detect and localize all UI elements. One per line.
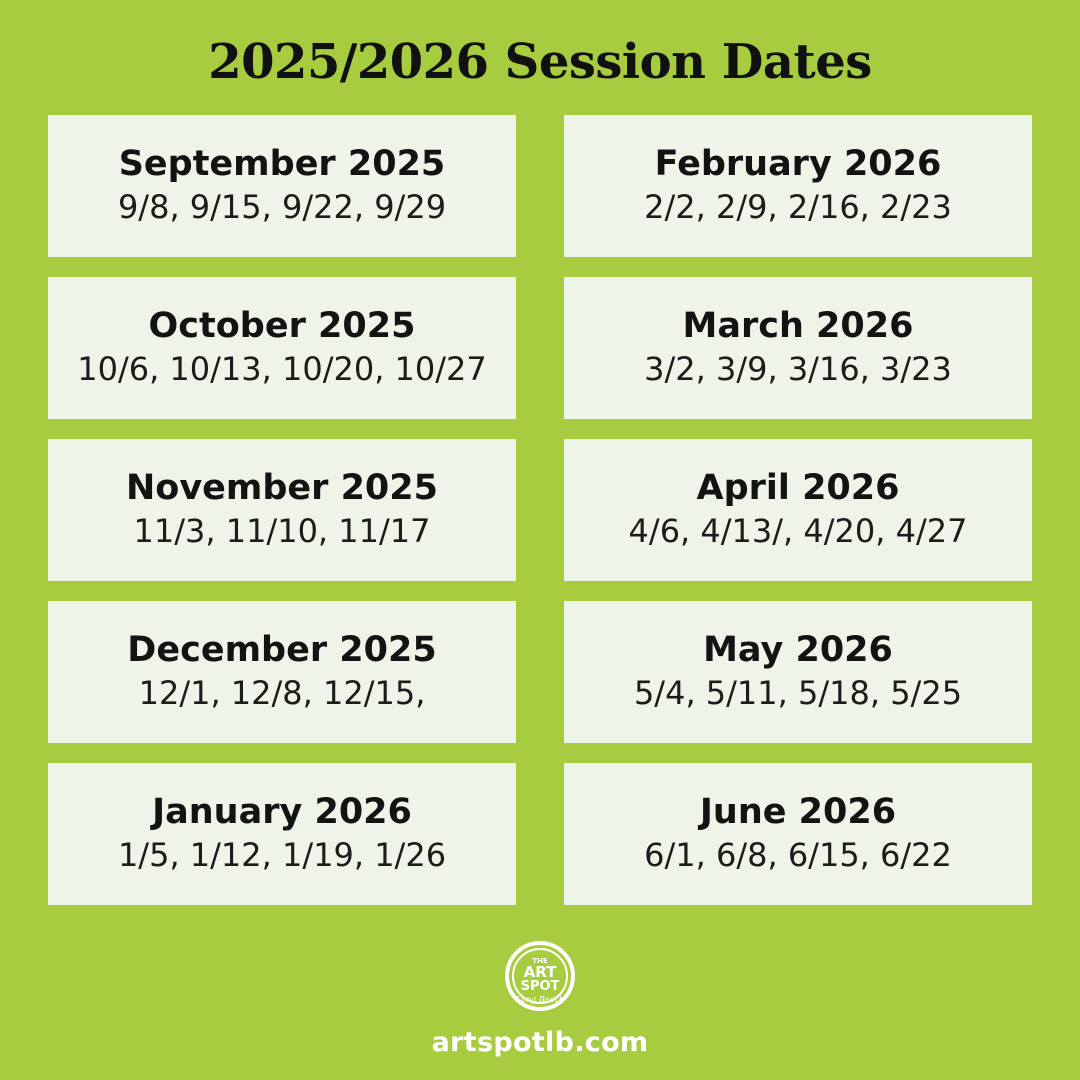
session-dates: 11/3, 11/10, 11/17: [133, 511, 431, 550]
session-card: [564, 439, 1032, 581]
session-card: [48, 277, 516, 419]
session-card: [48, 763, 516, 905]
svg-text:THE: THE: [532, 957, 548, 965]
session-month: October 2025: [148, 306, 416, 347]
session-dates: 1/5, 1/12, 1/19, 1/26: [117, 835, 447, 874]
session-dates: 5/4, 5/11, 5/18, 5/25: [633, 673, 963, 712]
website-label: artspotlb.com: [431, 1027, 649, 1058]
session-card: [564, 601, 1032, 743]
session-month: September 2025: [118, 144, 446, 185]
session-card: [48, 601, 516, 743]
session-dates: 12/1, 12/8, 12/15,: [138, 673, 426, 712]
session-month: December 2025: [127, 630, 437, 671]
session-month: January 2026: [152, 792, 412, 833]
session-grid: [48, 115, 1032, 905]
session-month: February 2026: [654, 144, 942, 185]
session-card: [564, 277, 1032, 419]
session-month: April 2026: [696, 468, 900, 509]
session-dates: 3/2, 3/9, 3/16, 3/23: [644, 349, 952, 388]
footer: [0, 935, 1080, 1058]
svg-text:Long Beach: Long Beach: [516, 995, 564, 1004]
svg-text:SPOT: SPOT: [520, 979, 560, 994]
session-card: [48, 115, 516, 257]
session-month: June 2026: [699, 792, 897, 833]
session-dates: 6/1, 6/8, 6/15, 6/22: [644, 835, 952, 874]
svg-text:ART: ART: [523, 963, 557, 981]
session-dates: 4/6, 4/13/, 4/20, 4/27: [628, 511, 968, 550]
session-card: [48, 439, 516, 581]
art-spot-logo-icon: [497, 935, 583, 1021]
session-dates: 9/8, 9/15, 9/22, 9/29: [117, 187, 447, 226]
session-card: [564, 115, 1032, 257]
session-dates: 10/6, 10/13, 10/20, 10/27: [77, 349, 487, 388]
session-dates: 2/2, 2/9, 2/16, 2/23: [644, 187, 952, 226]
session-month: May 2026: [703, 630, 893, 671]
session-month: November 2025: [125, 468, 438, 509]
session-card: [564, 763, 1032, 905]
session-month: March 2026: [682, 306, 914, 347]
page-title: 2025/2026 Session Dates: [208, 34, 872, 90]
